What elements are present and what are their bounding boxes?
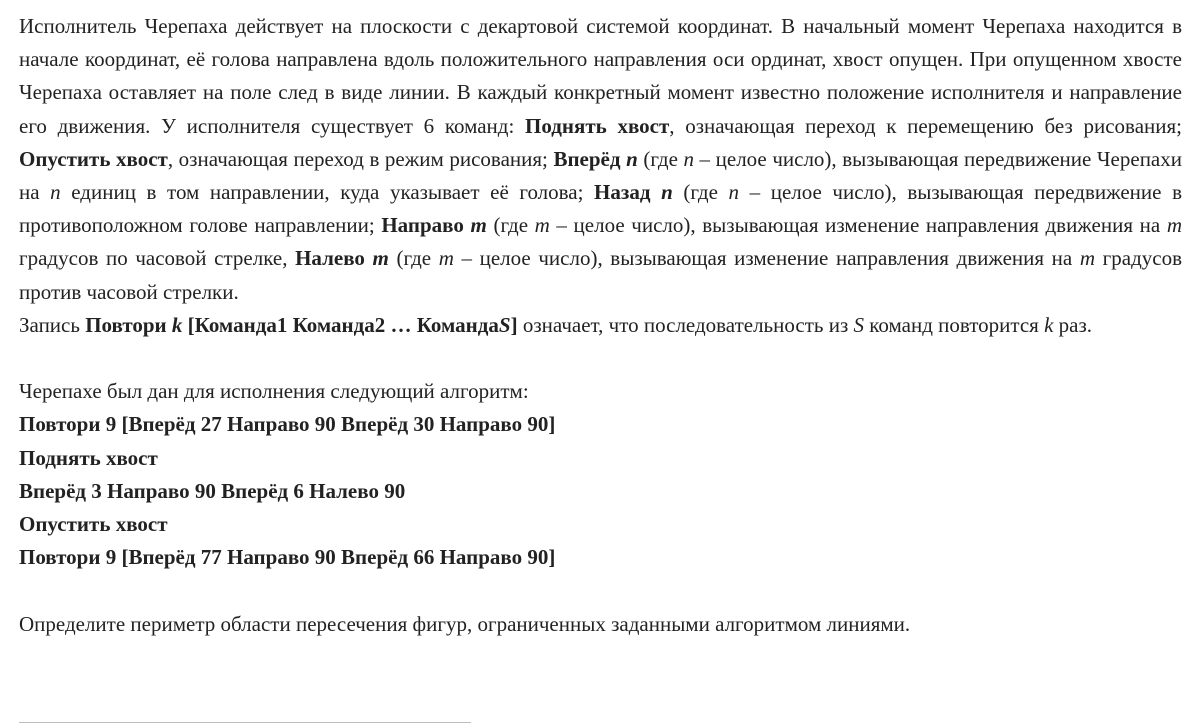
intro-text: единиц в том направлении, куда указывает её голова; (60, 180, 595, 205)
intro-text: (где (486, 213, 535, 238)
intro-text: градусов по часовой стрелке, (19, 246, 296, 271)
intro-text: (где (672, 180, 729, 205)
problem-text (19, 10, 1182, 641)
variable-s: S (853, 312, 865, 337)
variable-s: S (498, 312, 511, 337)
variable-m: m (372, 246, 389, 271)
command-back: Назад (594, 180, 651, 205)
repeat-text: Запись (19, 312, 86, 337)
algorithm-intro: Черепахе был дан для исполнения следующий алгоритм: (19, 379, 529, 404)
repeat-syntax-close: ] (510, 312, 518, 337)
intro-text: – целое число), вызывающая изменение направления движения на (549, 213, 1167, 238)
command-right: Направо (381, 213, 464, 238)
variable-n: n (626, 146, 638, 171)
spacer (19, 574, 1182, 607)
intro-text: градусов против часовой стрелки. (19, 246, 1182, 304)
repeat-syntax: [Команда1 Команда2 … Команда (182, 312, 499, 337)
question-text: Определите периметр области пересечения фигур, ограниченных заданными алгоритмом линиями. (19, 611, 911, 636)
intro-text: (где (388, 246, 439, 271)
algorithm-line: Поднять хвост (19, 445, 158, 470)
variable-k: k (1044, 312, 1054, 337)
variable-m: m (1166, 213, 1182, 238)
algorithm-line: Опустить хвост (19, 512, 168, 537)
variable-k: k (171, 312, 183, 337)
intro-paragraph (19, 10, 1182, 309)
variable-m: m (1079, 246, 1096, 271)
intro-text: – целое число), вызывающая передвижение в противоположном голове направлении; (19, 180, 1182, 238)
repeat-text: раз. (1053, 312, 1093, 337)
repeat-text: команд повторится (864, 312, 1045, 337)
variable-n: n (683, 146, 694, 171)
command-pen-down: Опустить хвост (19, 146, 168, 171)
intro-text: Исполнитель Черепаха действует на плоскости с декартовой системой координат. В начальный момент Черепаха находится в начале координат, её голова направлена вдоль положительного направления оси ординат, хвост опущен. При опущенном хвосте Черепаха оставляет на поле след в виде линии. В каждый конкретный момент известно положение исполнителя и направление его движения. У исполнителя существует 6 команд: (19, 14, 1182, 138)
intro-text: , означающая переход к перемещению без рисования; (669, 113, 1182, 138)
variable-m: m (470, 213, 487, 238)
spacer (19, 342, 1182, 375)
command-repeat: Повтори (85, 312, 167, 337)
intro-text: (где (637, 146, 684, 171)
variable-n: n (661, 180, 673, 205)
variable-n: n (50, 180, 61, 205)
variable-m: m (438, 246, 454, 271)
intro-text: , означающая переход в режим рисования; (167, 146, 554, 171)
repeat-definition (19, 309, 1182, 342)
variable-m: m (534, 213, 550, 238)
command-left: Налево (295, 246, 365, 271)
repeat-text: означает, что последовательность из (517, 312, 854, 337)
intro-text: – целое число), вызывающая передвижение Черепахи на (19, 146, 1182, 205)
algorithm-line: Повтори 9 [Вперёд 27 Направо 90 Вперёд 30 Направо 90] (19, 412, 556, 437)
algorithm-line: Вперёд 3 Направо 90 Вперёд 6 Налево 90 (19, 478, 406, 503)
command-pen-up: Поднять хвост (525, 113, 670, 138)
algorithm-line: Повтори 9 [Вперёд 77 Направо 90 Вперёд 66 Направо 90] (19, 545, 556, 570)
variable-n: n (728, 180, 740, 205)
answer-divider (19, 722, 471, 723)
command-forward: Вперёд (553, 146, 621, 171)
intro-text: – целое число), вызывающая изменение направления движения на (453, 246, 1080, 271)
